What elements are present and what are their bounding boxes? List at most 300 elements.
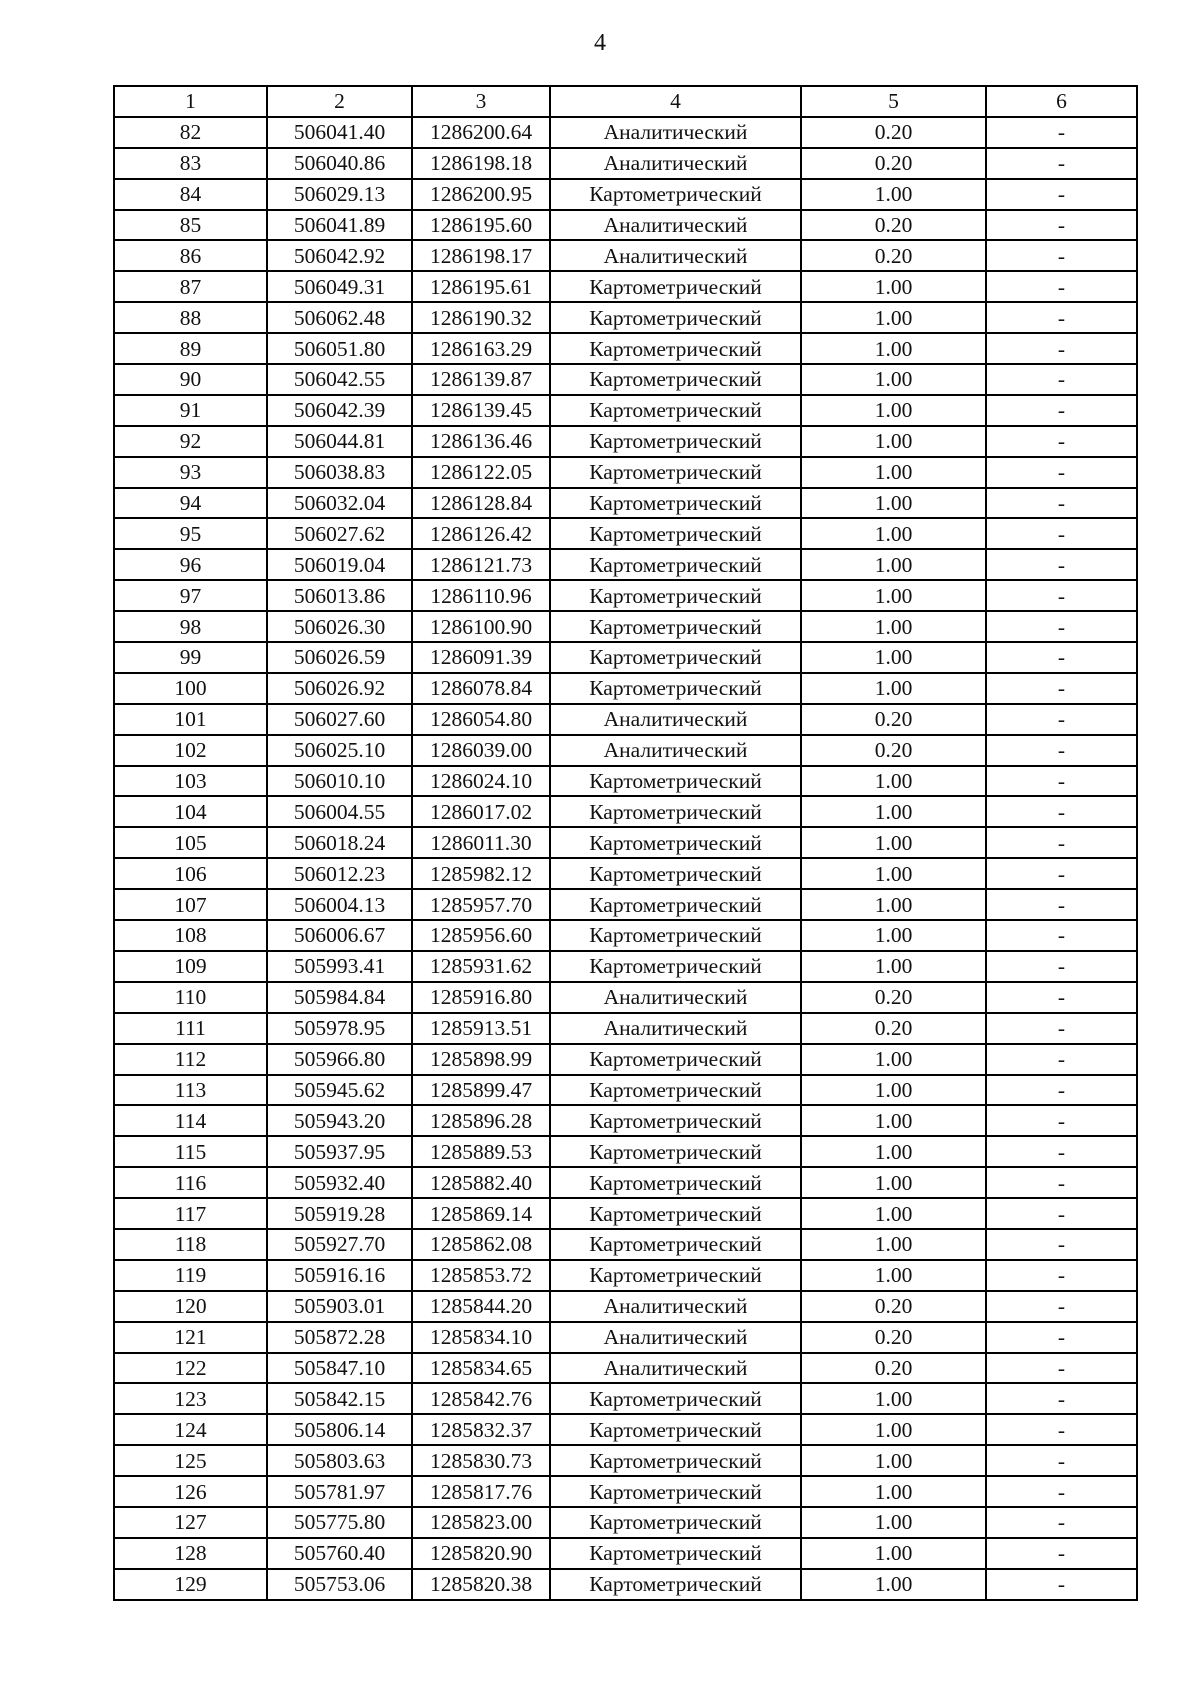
note-cell: - — [986, 1260, 1137, 1291]
point-number-cell: 125 — [114, 1445, 267, 1476]
y-coordinate-cell: 1285853.72 — [412, 1260, 550, 1291]
method-cell: Аналитический — [550, 982, 801, 1013]
accuracy-cell: 1.00 — [801, 858, 986, 889]
point-number-cell: 82 — [114, 117, 267, 148]
accuracy-cell: 1.00 — [801, 611, 986, 642]
accuracy-cell: 0.20 — [801, 704, 986, 735]
note-cell: - — [986, 1198, 1137, 1229]
table-row — [114, 395, 1137, 426]
note-cell: - — [986, 1291, 1137, 1322]
y-coordinate-cell: 1285830.73 — [412, 1445, 550, 1476]
accuracy-cell: 1.00 — [801, 580, 986, 611]
method-cell: Картометрический — [550, 1198, 801, 1229]
x-coordinate-cell: 505978.95 — [267, 1013, 412, 1044]
point-number-cell: 115 — [114, 1136, 267, 1167]
y-coordinate-cell: 1286190.32 — [412, 302, 550, 333]
method-cell: Картометрический — [550, 1075, 801, 1106]
table-row — [114, 1507, 1137, 1538]
note-cell: - — [986, 1229, 1137, 1260]
table-row — [114, 488, 1137, 519]
x-coordinate-cell: 506032.04 — [267, 488, 412, 519]
accuracy-cell: 0.20 — [801, 735, 986, 766]
method-cell: Картометрический — [550, 426, 801, 457]
x-coordinate-cell: 506029.13 — [267, 179, 412, 210]
y-coordinate-cell: 1285982.12 — [412, 858, 550, 889]
y-coordinate-cell: 1285817.76 — [412, 1476, 550, 1507]
accuracy-cell: 1.00 — [801, 889, 986, 920]
method-cell: Картометрический — [550, 1507, 801, 1538]
method-cell: Аналитический — [550, 210, 801, 241]
x-coordinate-cell: 505781.97 — [267, 1476, 412, 1507]
table-body — [114, 117, 1137, 1600]
y-coordinate-cell: 1286024.10 — [412, 766, 550, 797]
point-number-cell: 120 — [114, 1291, 267, 1322]
x-coordinate-cell: 505932.40 — [267, 1167, 412, 1198]
method-cell: Картометрический — [550, 179, 801, 210]
x-coordinate-cell: 505806.14 — [267, 1414, 412, 1445]
note-cell: - — [986, 1353, 1137, 1384]
table-row — [114, 889, 1137, 920]
method-cell: Картометрический — [550, 1383, 801, 1414]
method-cell: Картометрический — [550, 951, 801, 982]
x-coordinate-cell: 505993.41 — [267, 951, 412, 982]
table-row — [114, 766, 1137, 797]
note-cell: - — [986, 549, 1137, 580]
method-cell: Аналитический — [550, 148, 801, 179]
method-cell: Аналитический — [550, 1322, 801, 1353]
note-cell: - — [986, 395, 1137, 426]
point-number-cell: 97 — [114, 580, 267, 611]
x-coordinate-cell: 506041.40 — [267, 117, 412, 148]
table-row — [114, 1445, 1137, 1476]
note-cell: - — [986, 796, 1137, 827]
table-row — [114, 240, 1137, 271]
x-coordinate-cell: 506042.55 — [267, 364, 412, 395]
column-header-6: 6 — [986, 86, 1137, 117]
note-cell: - — [986, 827, 1137, 858]
method-cell: Картометрический — [550, 302, 801, 333]
method-cell: Картометрический — [550, 1136, 801, 1167]
table-row — [114, 549, 1137, 580]
point-number-cell: 87 — [114, 271, 267, 302]
accuracy-cell: 1.00 — [801, 179, 986, 210]
method-cell: Аналитический — [550, 1291, 801, 1322]
note-cell: - — [986, 457, 1137, 488]
point-number-cell: 96 — [114, 549, 267, 580]
accuracy-cell: 1.00 — [801, 457, 986, 488]
note-cell: - — [986, 426, 1137, 457]
table-row — [114, 1229, 1137, 1260]
point-number-cell: 119 — [114, 1260, 267, 1291]
y-coordinate-cell: 1285898.99 — [412, 1044, 550, 1075]
point-number-cell: 114 — [114, 1105, 267, 1136]
x-coordinate-cell: 506004.55 — [267, 796, 412, 827]
y-coordinate-cell: 1286163.29 — [412, 333, 550, 364]
accuracy-cell: 1.00 — [801, 426, 986, 457]
accuracy-cell: 1.00 — [801, 1229, 986, 1260]
accuracy-cell: 1.00 — [801, 488, 986, 519]
note-cell: - — [986, 1414, 1137, 1445]
x-coordinate-cell: 505903.01 — [267, 1291, 412, 1322]
accuracy-cell: 1.00 — [801, 951, 986, 982]
point-number-cell: 110 — [114, 982, 267, 1013]
y-coordinate-cell: 1286121.73 — [412, 549, 550, 580]
column-header-3: 3 — [412, 86, 550, 117]
table-row — [114, 148, 1137, 179]
method-cell: Картометрический — [550, 796, 801, 827]
point-number-cell: 83 — [114, 148, 267, 179]
accuracy-cell: 0.20 — [801, 1013, 986, 1044]
point-number-cell: 127 — [114, 1507, 267, 1538]
accuracy-cell: 1.00 — [801, 302, 986, 333]
x-coordinate-cell: 506026.92 — [267, 673, 412, 704]
point-number-cell: 98 — [114, 611, 267, 642]
point-number-cell: 121 — [114, 1322, 267, 1353]
x-coordinate-cell: 506041.89 — [267, 210, 412, 241]
table-row — [114, 1476, 1137, 1507]
accuracy-cell: 1.00 — [801, 1383, 986, 1414]
method-cell: Картометрический — [550, 395, 801, 426]
note-cell: - — [986, 673, 1137, 704]
method-cell: Картометрический — [550, 642, 801, 673]
x-coordinate-cell: 506042.92 — [267, 240, 412, 271]
table-row — [114, 1383, 1137, 1414]
table-row — [114, 426, 1137, 457]
y-coordinate-cell: 1286195.61 — [412, 271, 550, 302]
method-cell: Картометрический — [550, 1569, 801, 1600]
x-coordinate-cell: 505775.80 — [267, 1507, 412, 1538]
note-cell: - — [986, 611, 1137, 642]
point-number-cell: 116 — [114, 1167, 267, 1198]
x-coordinate-cell: 506010.10 — [267, 766, 412, 797]
accuracy-cell: 1.00 — [801, 766, 986, 797]
note-cell: - — [986, 735, 1137, 766]
table-row — [114, 982, 1137, 1013]
accuracy-cell: 1.00 — [801, 364, 986, 395]
column-header-4: 4 — [550, 86, 801, 117]
y-coordinate-cell: 1285869.14 — [412, 1198, 550, 1229]
table-row — [114, 951, 1137, 982]
x-coordinate-cell: 506062.48 — [267, 302, 412, 333]
method-cell: Аналитический — [550, 1013, 801, 1044]
method-cell: Картометрический — [550, 611, 801, 642]
table-row — [114, 1136, 1137, 1167]
note-cell: - — [986, 1044, 1137, 1075]
method-cell: Картометрический — [550, 1167, 801, 1198]
method-cell: Картометрический — [550, 1044, 801, 1075]
x-coordinate-cell: 506006.67 — [267, 920, 412, 951]
y-coordinate-cell: 1285820.90 — [412, 1538, 550, 1569]
table-row — [114, 858, 1137, 889]
method-cell: Картометрический — [550, 488, 801, 519]
table-row — [114, 1414, 1137, 1445]
method-cell: Картометрический — [550, 549, 801, 580]
table-row — [114, 827, 1137, 858]
note-cell: - — [986, 1383, 1137, 1414]
x-coordinate-cell: 506038.83 — [267, 457, 412, 488]
accuracy-cell: 1.00 — [801, 1260, 986, 1291]
note-cell: - — [986, 179, 1137, 210]
method-cell: Аналитический — [550, 240, 801, 271]
accuracy-cell: 1.00 — [801, 1507, 986, 1538]
point-number-cell: 89 — [114, 333, 267, 364]
y-coordinate-cell: 1286200.64 — [412, 117, 550, 148]
table-row — [114, 1075, 1137, 1106]
table-row — [114, 117, 1137, 148]
point-number-cell: 129 — [114, 1569, 267, 1600]
table-row — [114, 333, 1137, 364]
table-row — [114, 518, 1137, 549]
method-cell: Аналитический — [550, 704, 801, 735]
point-number-cell: 94 — [114, 488, 267, 519]
y-coordinate-cell: 1285916.80 — [412, 982, 550, 1013]
y-coordinate-cell: 1285823.00 — [412, 1507, 550, 1538]
y-coordinate-cell: 1285844.20 — [412, 1291, 550, 1322]
point-number-cell: 103 — [114, 766, 267, 797]
method-cell: Картометрический — [550, 1229, 801, 1260]
accuracy-cell: 0.20 — [801, 1291, 986, 1322]
accuracy-cell: 0.20 — [801, 210, 986, 241]
y-coordinate-cell: 1286139.87 — [412, 364, 550, 395]
method-cell: Картометрический — [550, 1105, 801, 1136]
column-header-2: 2 — [267, 86, 412, 117]
table-row — [114, 1538, 1137, 1569]
point-number-cell: 92 — [114, 426, 267, 457]
accuracy-cell: 1.00 — [801, 1136, 986, 1167]
accuracy-cell: 1.00 — [801, 1476, 986, 1507]
x-coordinate-cell: 505872.28 — [267, 1322, 412, 1353]
note-cell: - — [986, 951, 1137, 982]
table-row — [114, 1260, 1137, 1291]
y-coordinate-cell: 1286011.30 — [412, 827, 550, 858]
y-coordinate-cell: 1286091.39 — [412, 642, 550, 673]
y-coordinate-cell: 1285899.47 — [412, 1075, 550, 1106]
y-coordinate-cell: 1285896.28 — [412, 1105, 550, 1136]
table-row — [114, 796, 1137, 827]
note-cell: - — [986, 704, 1137, 735]
table-header — [114, 86, 1137, 117]
note-cell: - — [986, 889, 1137, 920]
accuracy-cell: 0.20 — [801, 240, 986, 271]
note-cell: - — [986, 518, 1137, 549]
x-coordinate-cell: 505919.28 — [267, 1198, 412, 1229]
x-coordinate-cell: 505984.84 — [267, 982, 412, 1013]
note-cell: - — [986, 210, 1137, 241]
point-number-cell: 123 — [114, 1383, 267, 1414]
method-cell: Картометрический — [550, 920, 801, 951]
table-row — [114, 210, 1137, 241]
point-number-cell: 128 — [114, 1538, 267, 1569]
method-cell: Картометрический — [550, 673, 801, 704]
note-cell: - — [986, 920, 1137, 951]
x-coordinate-cell: 505943.20 — [267, 1105, 412, 1136]
method-cell: Картометрический — [550, 1260, 801, 1291]
table-row — [114, 1105, 1137, 1136]
x-coordinate-cell: 506019.04 — [267, 549, 412, 580]
accuracy-cell: 0.20 — [801, 1322, 986, 1353]
method-cell: Аналитический — [550, 1353, 801, 1384]
point-number-cell: 113 — [114, 1075, 267, 1106]
accuracy-cell: 1.00 — [801, 1569, 986, 1600]
x-coordinate-cell: 505927.70 — [267, 1229, 412, 1260]
method-cell: Аналитический — [550, 117, 801, 148]
y-coordinate-cell: 1285862.08 — [412, 1229, 550, 1260]
column-header-5: 5 — [801, 86, 986, 117]
accuracy-cell: 1.00 — [801, 827, 986, 858]
point-number-cell: 102 — [114, 735, 267, 766]
point-number-cell: 109 — [114, 951, 267, 982]
note-cell: - — [986, 1322, 1137, 1353]
note-cell: - — [986, 1075, 1137, 1106]
table-row — [114, 271, 1137, 302]
method-cell: Картометрический — [550, 580, 801, 611]
table-row — [114, 179, 1137, 210]
y-coordinate-cell: 1286139.45 — [412, 395, 550, 426]
method-cell: Картометрический — [550, 1476, 801, 1507]
note-cell: - — [986, 858, 1137, 889]
method-cell: Картометрический — [550, 766, 801, 797]
y-coordinate-cell: 1285931.62 — [412, 951, 550, 982]
note-cell: - — [986, 642, 1137, 673]
table-row — [114, 580, 1137, 611]
x-coordinate-cell: 506042.39 — [267, 395, 412, 426]
note-cell: - — [986, 1445, 1137, 1476]
point-number-cell: 91 — [114, 395, 267, 426]
x-coordinate-cell: 506012.23 — [267, 858, 412, 889]
y-coordinate-cell: 1286078.84 — [412, 673, 550, 704]
note-cell: - — [986, 766, 1137, 797]
note-cell: - — [986, 1167, 1137, 1198]
y-coordinate-cell: 1286110.96 — [412, 580, 550, 611]
x-coordinate-cell: 506026.59 — [267, 642, 412, 673]
point-number-cell: 108 — [114, 920, 267, 951]
y-coordinate-cell: 1286198.18 — [412, 148, 550, 179]
y-coordinate-cell: 1286200.95 — [412, 179, 550, 210]
point-number-cell: 118 — [114, 1229, 267, 1260]
y-coordinate-cell: 1286122.05 — [412, 457, 550, 488]
table-row — [114, 611, 1137, 642]
table-row — [114, 1322, 1137, 1353]
x-coordinate-cell: 506044.81 — [267, 426, 412, 457]
coordinates-table — [113, 85, 1138, 1601]
header-row — [114, 86, 1137, 117]
method-cell: Картометрический — [550, 457, 801, 488]
note-cell: - — [986, 364, 1137, 395]
point-number-cell: 100 — [114, 673, 267, 704]
accuracy-cell: 0.20 — [801, 1353, 986, 1384]
x-coordinate-cell: 506040.86 — [267, 148, 412, 179]
y-coordinate-cell: 1286195.60 — [412, 210, 550, 241]
table-row — [114, 1353, 1137, 1384]
point-number-cell: 85 — [114, 210, 267, 241]
note-cell: - — [986, 1136, 1137, 1167]
table-row — [114, 1569, 1137, 1600]
y-coordinate-cell: 1285834.65 — [412, 1353, 550, 1384]
x-coordinate-cell: 505760.40 — [267, 1538, 412, 1569]
point-number-cell: 107 — [114, 889, 267, 920]
point-number-cell: 95 — [114, 518, 267, 549]
accuracy-cell: 0.20 — [801, 117, 986, 148]
point-number-cell: 86 — [114, 240, 267, 271]
point-number-cell: 112 — [114, 1044, 267, 1075]
note-cell: - — [986, 982, 1137, 1013]
point-number-cell: 106 — [114, 858, 267, 889]
point-number-cell: 124 — [114, 1414, 267, 1445]
x-coordinate-cell: 506027.60 — [267, 704, 412, 735]
point-number-cell: 84 — [114, 179, 267, 210]
x-coordinate-cell: 506018.24 — [267, 827, 412, 858]
method-cell: Картометрический — [550, 858, 801, 889]
method-cell: Картометрический — [550, 1414, 801, 1445]
note-cell: - — [986, 240, 1137, 271]
method-cell: Картометрический — [550, 889, 801, 920]
x-coordinate-cell: 505945.62 — [267, 1075, 412, 1106]
method-cell: Картометрический — [550, 1445, 801, 1476]
x-coordinate-cell: 506051.80 — [267, 333, 412, 364]
x-coordinate-cell: 506049.31 — [267, 271, 412, 302]
point-number-cell: 93 — [114, 457, 267, 488]
point-number-cell: 90 — [114, 364, 267, 395]
y-coordinate-cell: 1286017.02 — [412, 796, 550, 827]
x-coordinate-cell: 505753.06 — [267, 1569, 412, 1600]
note-cell: - — [986, 302, 1137, 333]
method-cell: Картометрический — [550, 333, 801, 364]
table-row — [114, 1044, 1137, 1075]
accuracy-cell: 1.00 — [801, 549, 986, 580]
table-row — [114, 1198, 1137, 1229]
accuracy-cell: 1.00 — [801, 920, 986, 951]
y-coordinate-cell: 1285956.60 — [412, 920, 550, 951]
note-cell: - — [986, 148, 1137, 179]
y-coordinate-cell: 1286039.00 — [412, 735, 550, 766]
point-number-cell: 126 — [114, 1476, 267, 1507]
note-cell: - — [986, 488, 1137, 519]
note-cell: - — [986, 333, 1137, 364]
note-cell: - — [986, 117, 1137, 148]
table-row — [114, 642, 1137, 673]
x-coordinate-cell: 505803.63 — [267, 1445, 412, 1476]
table-row — [114, 1291, 1137, 1322]
note-cell: - — [986, 1013, 1137, 1044]
x-coordinate-cell: 506027.62 — [267, 518, 412, 549]
y-coordinate-cell: 1286054.80 — [412, 704, 550, 735]
x-coordinate-cell: 506013.86 — [267, 580, 412, 611]
table-row — [114, 1167, 1137, 1198]
accuracy-cell: 1.00 — [801, 518, 986, 549]
accuracy-cell: 1.00 — [801, 1538, 986, 1569]
table-row — [114, 302, 1137, 333]
y-coordinate-cell: 1286198.17 — [412, 240, 550, 271]
note-cell: - — [986, 580, 1137, 611]
table-row — [114, 920, 1137, 951]
table-row — [114, 673, 1137, 704]
accuracy-cell: 1.00 — [801, 642, 986, 673]
accuracy-cell: 1.00 — [801, 1105, 986, 1136]
point-number-cell: 105 — [114, 827, 267, 858]
y-coordinate-cell: 1286136.46 — [412, 426, 550, 457]
table-row — [114, 1013, 1137, 1044]
y-coordinate-cell: 1285913.51 — [412, 1013, 550, 1044]
table-row — [114, 364, 1137, 395]
y-coordinate-cell: 1285834.10 — [412, 1322, 550, 1353]
accuracy-cell: 0.20 — [801, 982, 986, 1013]
note-cell: - — [986, 1569, 1137, 1600]
point-number-cell: 88 — [114, 302, 267, 333]
x-coordinate-cell: 506026.30 — [267, 611, 412, 642]
table-row — [114, 735, 1137, 766]
y-coordinate-cell: 1285889.53 — [412, 1136, 550, 1167]
table-row — [114, 457, 1137, 488]
